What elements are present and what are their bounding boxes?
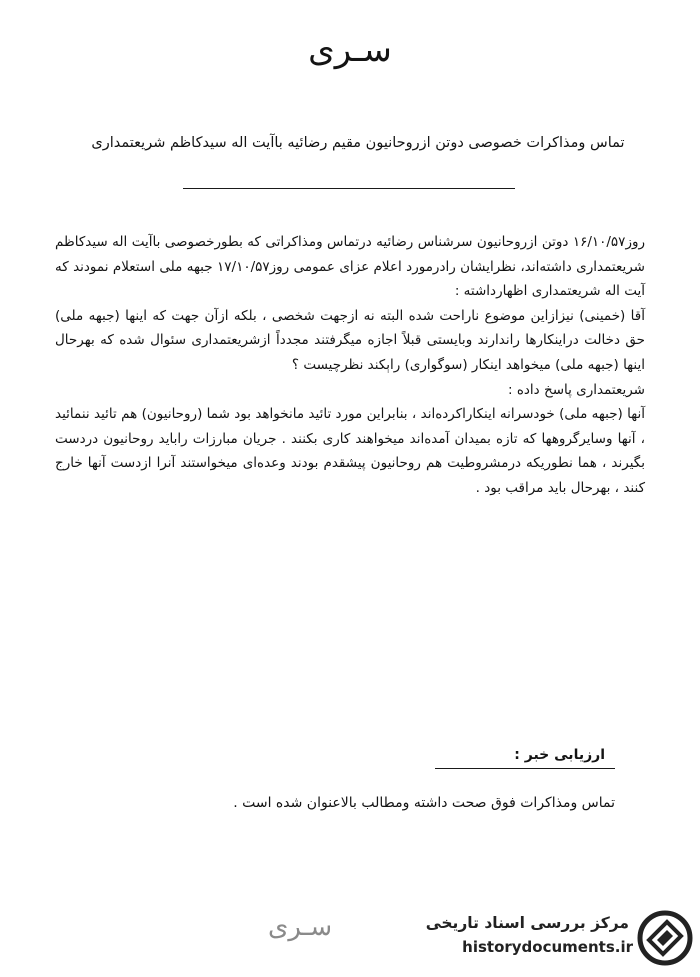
assessment-underline [435,768,615,769]
assessment-text: تماس ومذاكرات فوق صحت داشته ومطالب بالاعنوان شده است . [233,795,615,811]
archive-watermark [405,904,695,972]
document-body [55,230,645,501]
assessment-heading: ارزيابى خبر : [514,747,605,763]
watermark-name: مركز بررسى اسناد تاريخى [425,914,629,932]
classification-header: سـرى [308,30,392,70]
classification-footer: سـرى [268,912,333,942]
body-paragraph: شريعتمدارى پاسخ داده : [508,381,645,398]
title-underline [183,188,515,189]
archive-logo-icon [637,910,693,966]
body-paragraph: آنها (جبهه ملى) خودسرانه اينكاراكرده‌اند ، بنابراين مورد تائيد مانخواهد بود شما (روحانيون) هم تائيد ننمائيد ، آنها وسايرگروهها كه تازه بميدان آمده‌اند ميخواهند كارى بكنند . جريان مبارزات رابايد روحانيون دردست بگيرند ، هما نطوريكه درمشروطيت هم روحانيون پيشقدم بودند وعده‌اى ميخواستند آنرا ازدست آنها خارج كنند ، بهرحال بايد مراقب بود . [55,406,645,496]
body-paragraph: آقا (خمينى) نيزازاين موضوع ناراحت شده البته نه ازجهت شخصى ، بلكه ازآن جهت كه اينها (جبهه ملى) حق دخالت دراينكارها راندارند وبايستى قبلاً اجازه ميگرفتند مجدداً ازشريعتمدارى سئوال شده كه بهرحال اينها (جبهه ملى) ميخواهد اينكار (سوگوارى) راېكند نظرچيست ؟ [55,307,645,373]
watermark-url: historydocuments.ir [462,938,633,956]
document-title: تماس ومذاكرات خصوصى دوتن ازروحانيون مقيم رضائيه باآيت اله سيدكاظم شريعتمدارى [91,135,625,151]
body-paragraph: روز۱۶/۱۰/۵۷ دوتن ازروحانيون سرشناس رضائيه درتماس ومذاكراتى كه بطورخصوصى باآيت اله سيدكاظم شريعتمدارى داشته‌اند، نظرايشان رادرمورد اعلام عزاى عمومى روز۱۷/۱۰/۵۷ جبهه ملى استعلام نمودند كه آيت اله شريعتمدارى اظهارداشته : [55,234,645,300]
